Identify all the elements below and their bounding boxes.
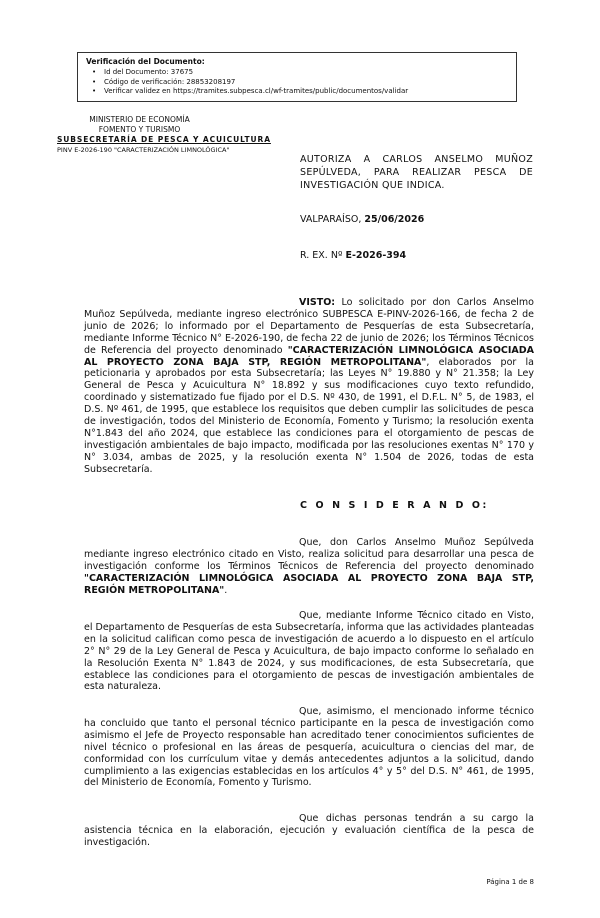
authorization-summary: AUTORIZA A CARLOS ANSELMO MUÑOZ SEPÚLVEDA, PARA REALIZAR PESCA DE INVESTIGACIÓN QUE INDICA. <box>300 154 533 191</box>
page-number: Página 1 de 8 <box>486 878 534 886</box>
considerando-heading: C O N S I D E R A N D O: <box>300 500 489 511</box>
visto-label: VISTO: <box>299 297 336 308</box>
subsecretaria-name: SUBSECRETARÍA DE PESCA Y ACUICULTURA <box>57 135 271 144</box>
considerando-paragraph-1: Que, don Carlos Anselmo Muñoz Sepúlveda mediante ingreso electrónico citado en Visto, realiza solicitud para desarrollar una pesca de investigación conforme los Términos Técnicos de Referencia del proyecto denominado "CARACTERIZACIÓN LIMNOLÓGICA ASOCIADA AL PROYECTO ZONA BAJA STP, REGIÓN METROPOLITANA". <box>84 537 534 596</box>
project-name: "CARACTERIZACIÓN LIMNOLÓGICA ASOCIADA AL PROYECTO ZONA BAJA STP, REGIÓN METROPOLITANA" <box>84 572 534 596</box>
project-name: "CARACTERIZACIÓN LIMNOLÓGICA ASOCIADA AL PROYECTO ZONA BAJA STP, REGIÓN METROPOLITANA" <box>84 344 534 368</box>
bullet-icon: • <box>92 68 97 76</box>
document-date: 25/06/2026 <box>364 214 425 225</box>
ministry-line-2: FOMENTO Y TURISMO <box>98 125 181 134</box>
verification-list <box>86 68 508 97</box>
document-header <box>57 115 287 155</box>
considerando-paragraph-3: Que, asimismo, el mencionado informe técnico ha concluido que tanto el personal técnico participante en la pesca de investigación como asimismo el Jefe de Proyecto responsable han acreditado tener conocimientos suficientes de nivel técnico o profesional en las áreas de pesquería, acuicultura o ciencias del mar, de conformidad con los currículum vitae y demás antecedentes adjuntos a la solicitud, dando cumplimiento a las exigencias establecidas en los artículos 4° y 5° del D.S. N° 461, de 1995, del Ministerio de Economía, Fomento y Turismo. <box>84 706 534 789</box>
bullet-icon: • <box>92 87 97 95</box>
considerando-paragraph-2: Que, mediante Informe Técnico citado en Visto, el Departamento de Pesquerías de esta Subsecretaría, informa que las actividades planteadas en la solicitud califican como pesca de investigación de acuerdo a lo dispuesto en el artículo 2° N° 29 de la Ley General de Pesca y Acuicultura, de bajo impacto conforme lo señalado en la Resolución Exenta N° 1.843 de 2024, y sus modificaciones, de esta Subsecretaría, que establece las condiciones para el otorgamiento de pescas de investigación ambientales de esta naturaleza. <box>84 610 534 693</box>
ministry-line-1: MINISTERIO DE ECONOMÍA <box>89 115 190 124</box>
bullet-icon: • <box>92 77 97 86</box>
verification-title: Verificación del Documento: <box>86 57 205 66</box>
verification-box <box>77 52 517 102</box>
place-date: VALPARAÍSO, 25/06/2026 <box>300 214 425 225</box>
considerando-paragraph-4: Que dichas personas tendrán a su cargo la asistencia técnica en la elaboración, ejecución y evaluación científica de la pesca de investigación. <box>84 813 534 848</box>
verification-item[interactable] <box>92 87 508 97</box>
project-code: PINV E-2026-190 "CARACTERIZACIÓN LIMNOLÓGICA" <box>57 146 230 154</box>
verification-item: • Código de verificación: 28853208197 <box>92 77 236 86</box>
visto-paragraph: VISTO: Lo solicitado por don Carlos Anselmo Muñoz Sepúlveda, mediante ingreso electrónico SUBPESCA E-PINV-2026-166, de fecha 2 de junio de 2026; lo informado por el Departamento de Pesquerías de esta Subsecretaría, mediante Informe Técnico N° E-2026-190, de fecha 22 de junio de 2026; los Términos Técnicos de Referencia del proyecto denominado "CARACTERIZACIÓN LIMNOLÓGICA ASOCIADA AL PROYECTO ZONA BAJA STP, REGIÓN METROPOLITANA", elaborados por la peticionaria y aprobados por esta Subsecretaría; las Leyes N° 19.880 y N° 21.358; la Ley General de Pesca y Acuicultura N° 18.892 y sus modificaciones cuyo texto refundido, coordinado y sistematizado fue fijado por el D.S. Nº 430, de 1991, el D.F.L. N° 5, de 1983, el D.S. Nº 461, de 1995, que establece los requisitos que deben cumplir las solicitudes de pesca de investigación, todos del Ministerio de Economía, Fomento y Turismo; la resolución exenta N°1.843 del año 2024, que establece las condiciones para el otorgamiento de pescas de investigación ambientales de bajo impacto, modificada por las resoluciones exentas N° 170 y N° 3.034, ambas de 2025, y la resolución exenta N° 1.504 de 2026, todas de esta Subsecretaría. <box>84 297 534 475</box>
resolution-number: R. EX. Nº E-2026-394 <box>300 250 407 261</box>
verification-link[interactable]: Verificar validez en https://tramites.subpesca.cl/wf-tramites/public/documentos/validar <box>104 87 409 95</box>
verification-item: • Id del Documento: 37675 <box>92 68 194 76</box>
